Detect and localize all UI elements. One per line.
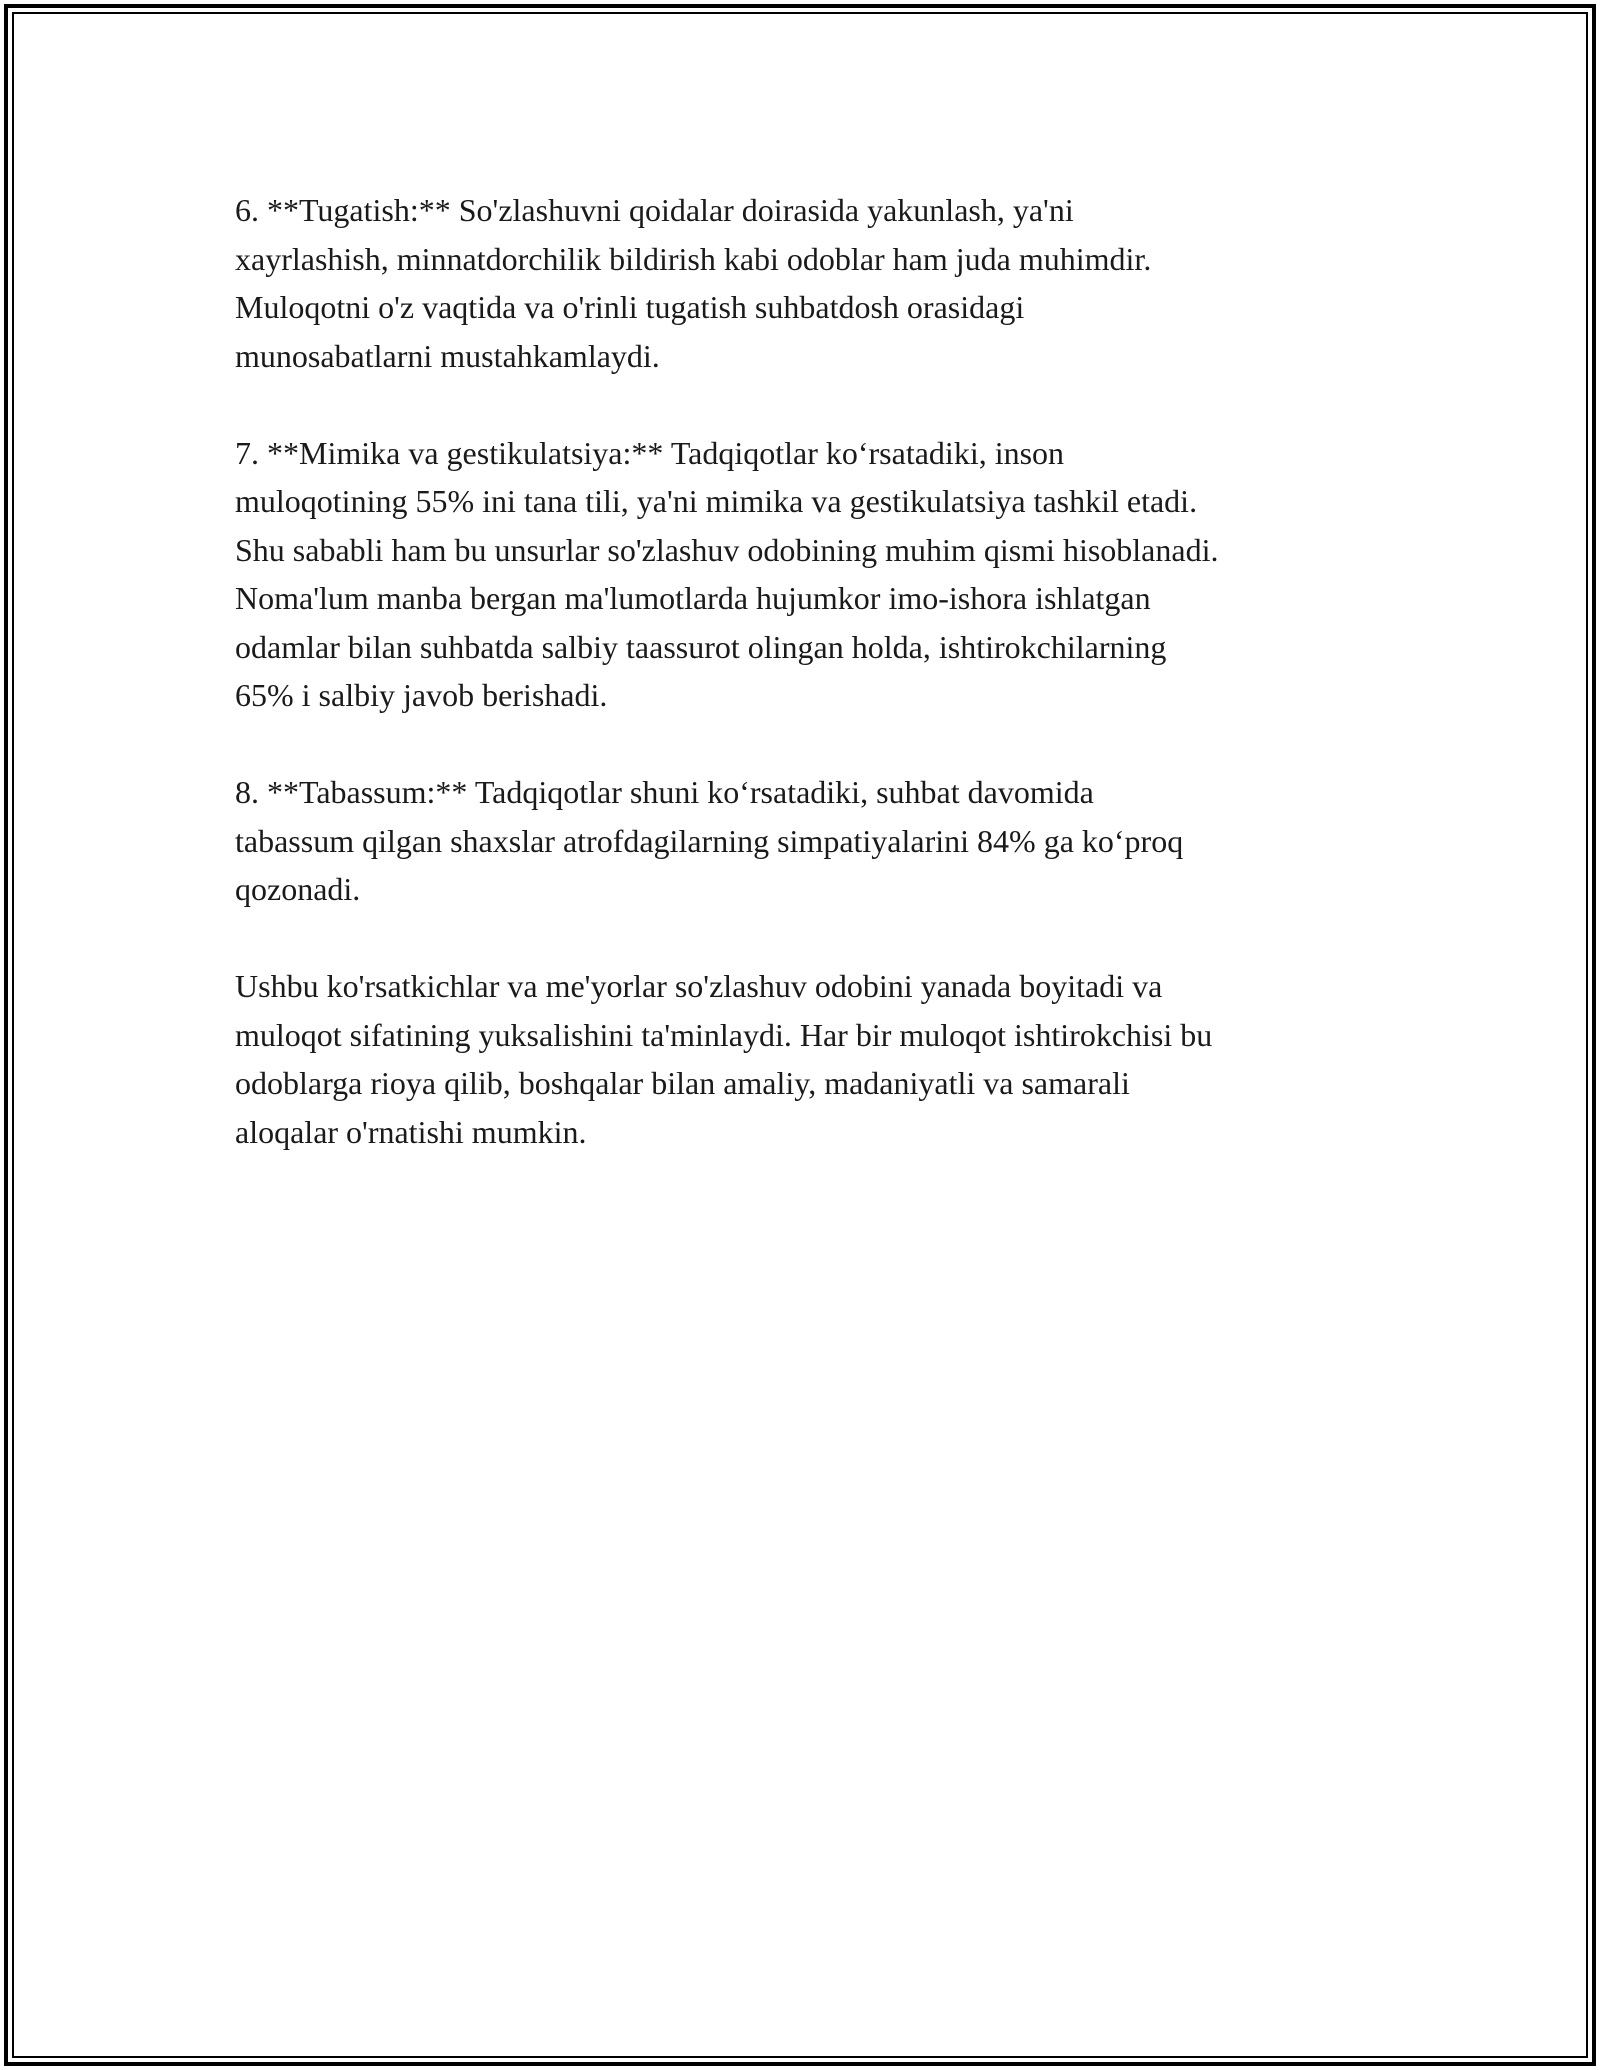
paragraph-tabassum [235, 768, 1375, 914]
paragraph-conclusion [235, 962, 1375, 1156]
paragraph-line: odamlar bilan suhbatda salbiy taassurot olingan holda, ishtirokchilarning [235, 628, 1167, 665]
paragraph-line: odoblarga rioya qilib, boshqalar bilan amaliy, madaniyatli va samarali [235, 1065, 1130, 1101]
paragraph-line: tabassum qilgan shaxslar atrofdagilarning simpatiyalarini 84% ga ko‘proq [235, 822, 1184, 859]
paragraph-line: muloqot sifatining yuksalishini ta'minlaydi. Har bir muloqot ishtirokchisi bu [235, 1016, 1213, 1053]
paragraph-line: munosabatlarni mustahkamlaydi. [235, 337, 660, 374]
paragraph-line: 8. **Tabassum:** Tadqiqotlar shuni ko‘rsatadiki, suhbat davomida [235, 774, 1094, 810]
paragraph-line: muloqotining 55% ini tana tili, ya'ni mimika va gestikulatsiya tashkil etadi. [235, 483, 1198, 519]
paragraph-line: Noma'lum manba bergan ma'lumotlarda hujumkor imo-ishora ishlatgan [235, 580, 1151, 616]
paragraph-line: 7. **Mimika va gestikulatsiya:** Tadqiqotlar ko‘rsatadiki, inson [235, 434, 1065, 471]
paragraph-line: 65% i salbiy javob berishadi. [235, 677, 608, 713]
paragraph-mimika [235, 429, 1375, 720]
paragraph-line: xayrlashish, minnatdorchilik bildirish kabi odoblar ham juda muhimdir. [235, 240, 1152, 277]
paragraph-tugatish [235, 186, 1375, 380]
document-body [235, 186, 1375, 1205]
paragraph-line: aloqalar o'rnatishi mumkin. [235, 1113, 587, 1150]
paragraph-line: 6. **Tugatish:** So'zlashuvni qoidalar doirasida yakunlash, ya'ni [235, 192, 1074, 228]
paragraph-line: Shu sababli ham bu unsurlar so'zlashuv odobining muhim qismi hisoblanadi. [235, 531, 1219, 568]
paragraph-line: Ushbu ko'rsatkichlar va me'yorlar so'zlashuv odobini yanada boyitadi va [235, 968, 1163, 1004]
paragraph-line: Muloqotni o'z vaqtida va o'rinli tugatish suhbatdosh orasidagi [235, 289, 1025, 325]
paragraph-line: qozonadi. [235, 871, 361, 907]
